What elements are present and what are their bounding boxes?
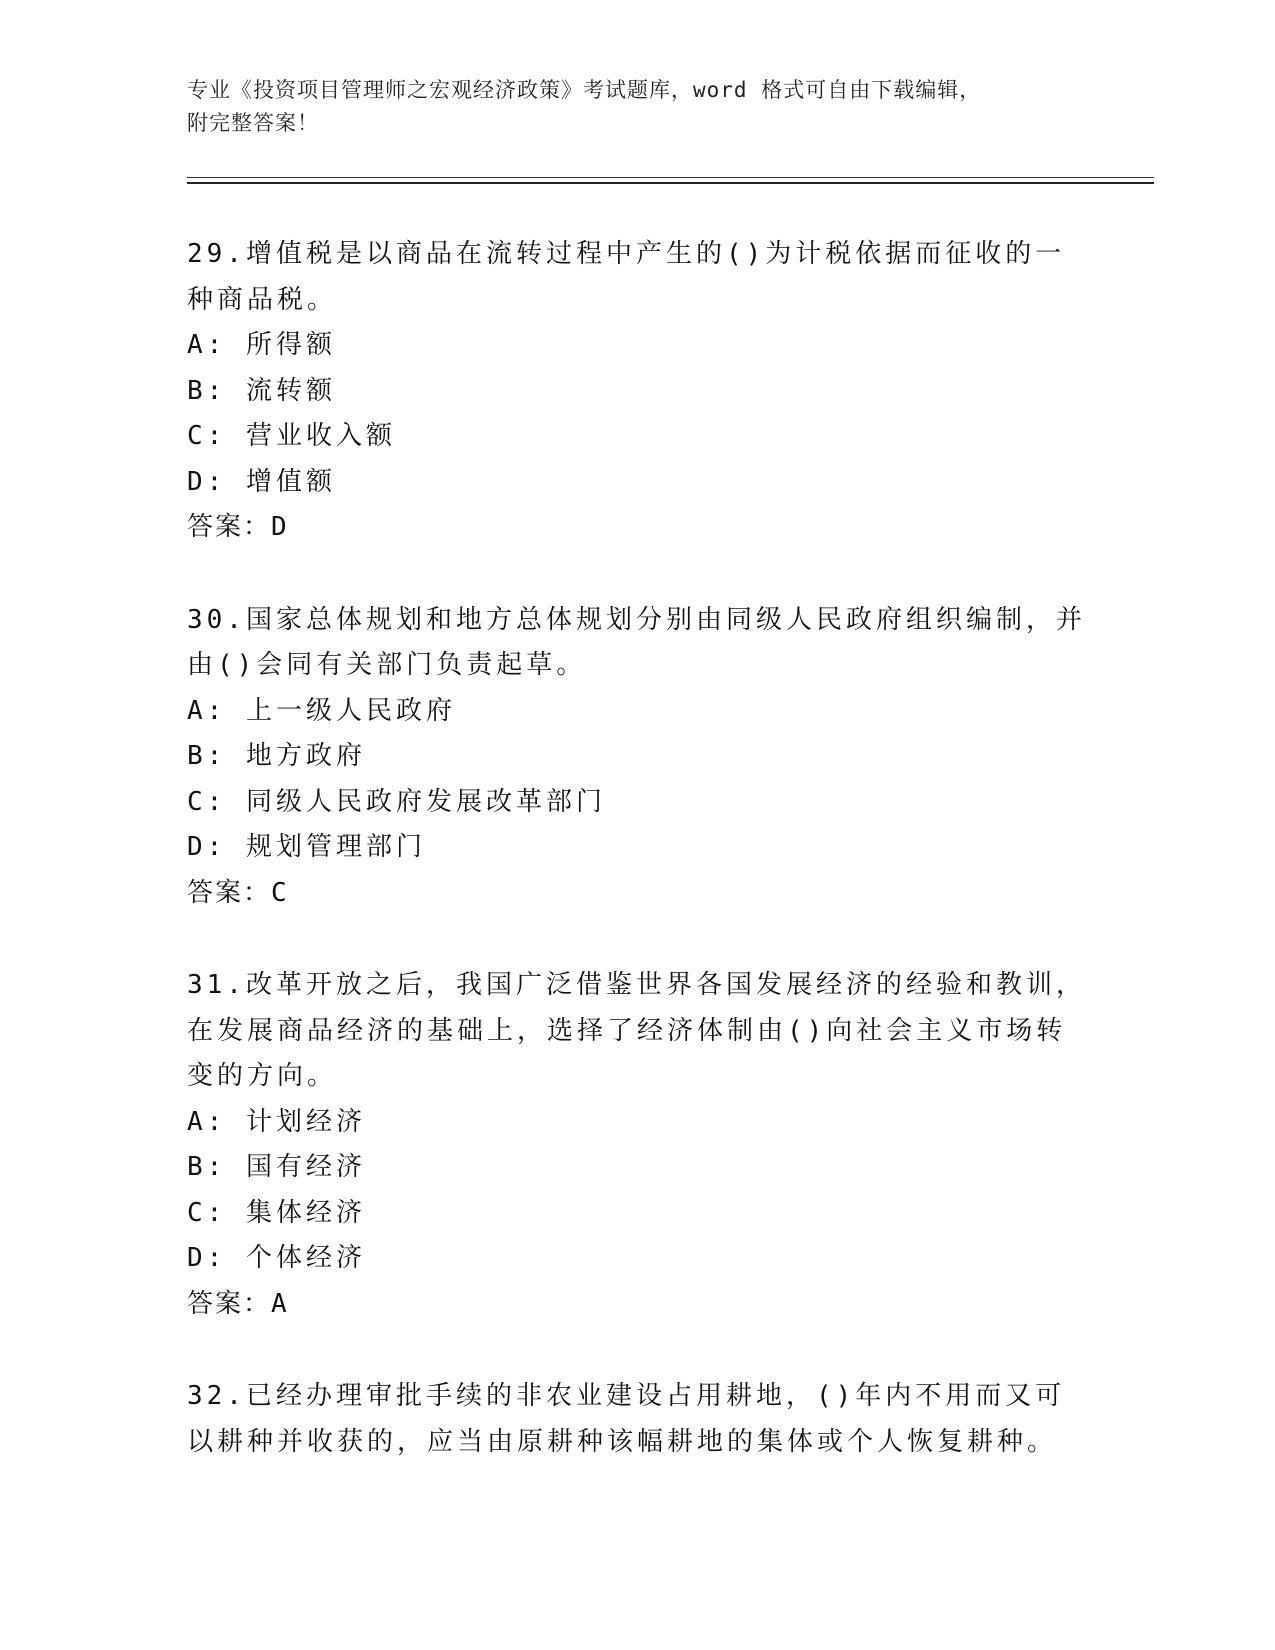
question-32 [187, 1374, 1087, 1465]
question-stem: 29.增值税是以商品在流转过程中产生的()为计税依据而征收的一种商品税。 [187, 239, 1066, 315]
answer-label: 答案： [187, 512, 272, 542]
header-divider-thick [187, 182, 1154, 184]
question-30 [187, 598, 1087, 917]
answer-line [187, 505, 1087, 551]
option-c: C: 营业收入额 [187, 421, 396, 451]
answer-value: C [271, 877, 289, 908]
document-header [187, 74, 1067, 140]
header-line-2: 附完整答案！ [187, 111, 319, 135]
question-list [187, 232, 1087, 1512]
answer-line [187, 871, 1087, 917]
option-a: A: 所得额 [187, 330, 336, 360]
header-divider-thin [187, 177, 1154, 178]
question-stem: 30.国家总体规划和地方总体规划分别由同级人民政府组织编制，并由()会同有关部门负责起草。 [187, 604, 1086, 680]
option-c: C: 同级人民政府发展改革部门 [187, 786, 606, 817]
option-c: C: 集体经济 [187, 1197, 366, 1228]
question-stem: 32.已经办理审批手续的非农业建设占用耕地，()年内不用而又可以耕种并收获的，应当由原耕种该幅耕地的集体或个人恢复耕种。 [187, 1381, 1066, 1457]
option-d: D: 增值额 [187, 466, 336, 497]
answer-value: D [271, 512, 289, 542]
answer-label: 答案： [187, 1288, 272, 1319]
answer-label: 答案： [187, 877, 272, 908]
question-stem: 31.改革开放之后，我国广泛借鉴世界各国发展经济的经验和教训，在发展商品经济的基础上，选择了经济体制由()向社会主义市场转变的方向。 [187, 970, 1086, 1091]
question-31 [187, 963, 1087, 1327]
option-b: B: 地方政府 [187, 741, 366, 771]
option-b: B: 国有经济 [187, 1152, 366, 1182]
option-a: A: 计划经济 [187, 1106, 366, 1137]
option-a: A: 上一级人民政府 [187, 695, 456, 726]
option-d: D: 规划管理部门 [187, 832, 426, 862]
header-line-1: 专业《投资项目管理师之宏观经济政策》考试题库，word 格式可自由下载编辑， [187, 78, 982, 102]
answer-line [187, 1282, 1087, 1328]
answer-value: A [271, 1288, 289, 1319]
question-29 [187, 232, 1087, 551]
option-d: D: 个体经济 [187, 1243, 366, 1273]
option-b: B: 流转额 [187, 375, 336, 406]
